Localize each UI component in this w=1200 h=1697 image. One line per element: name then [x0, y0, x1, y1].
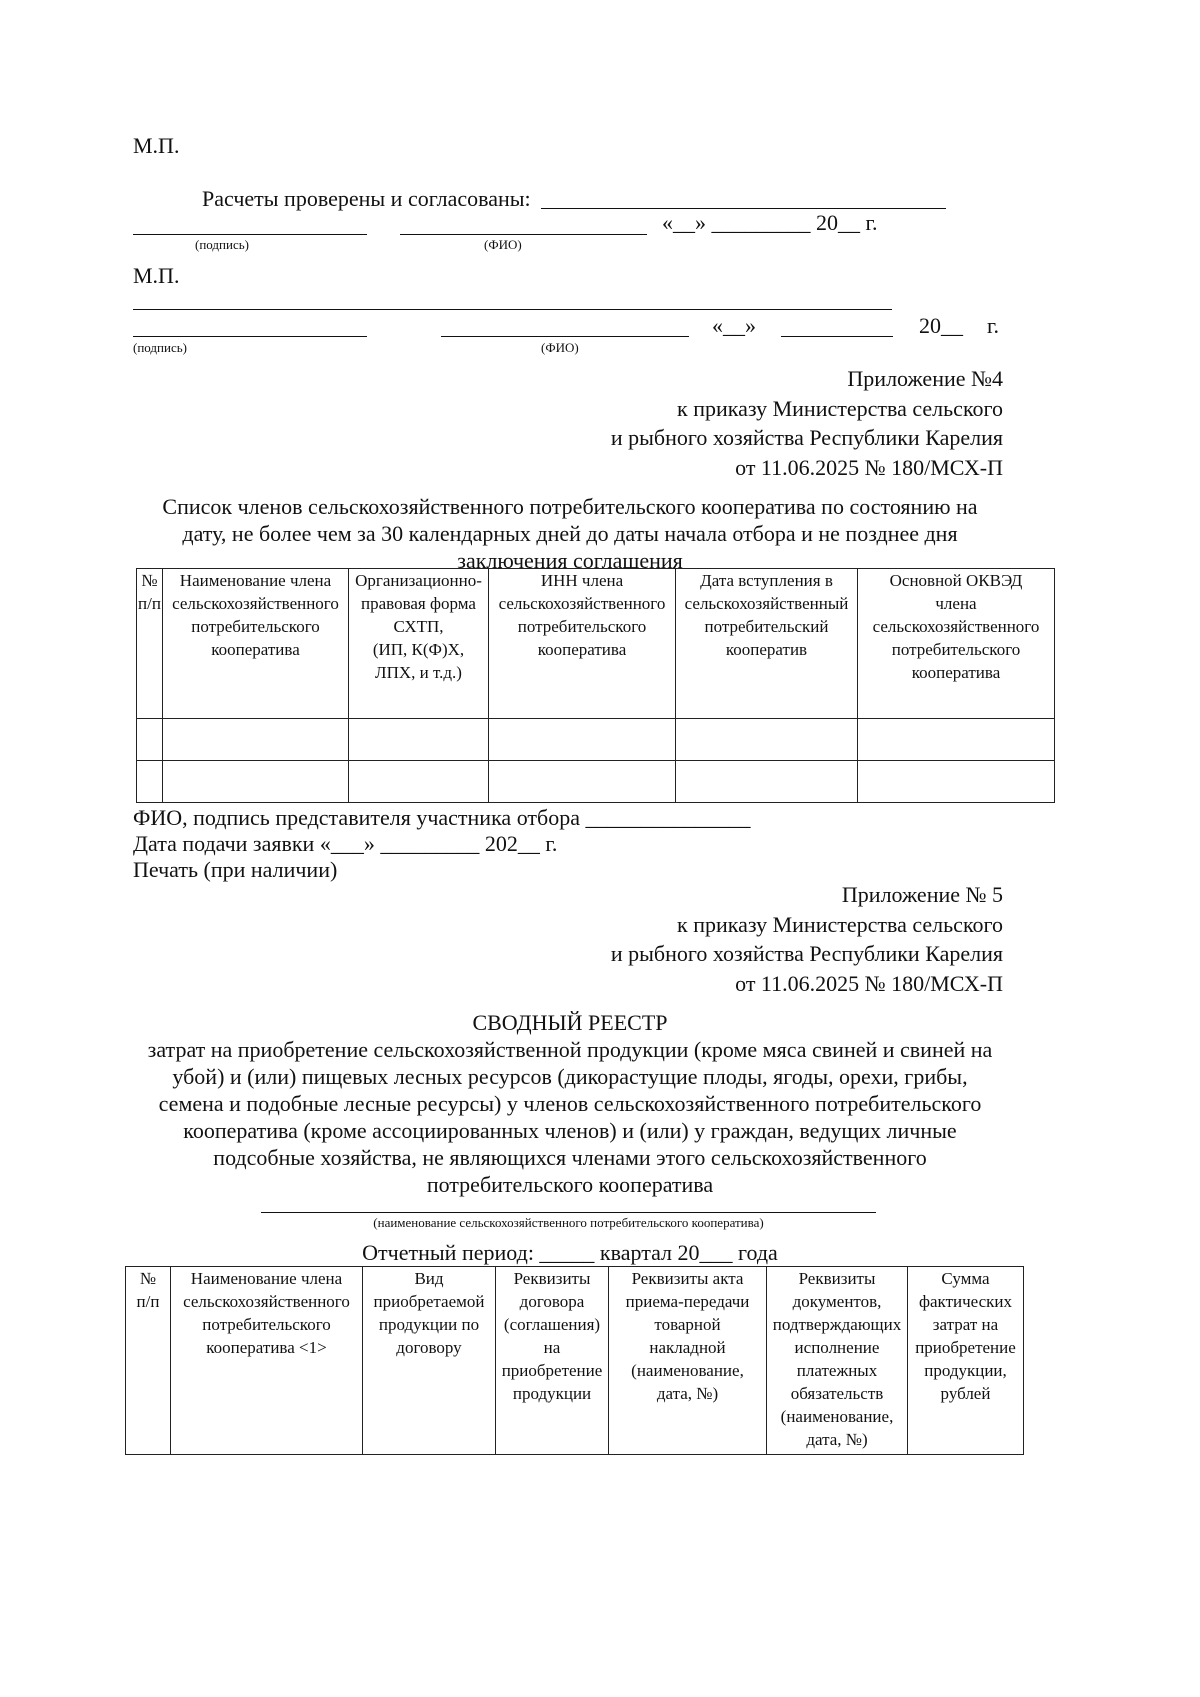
caption-signature-2: (подпись): [133, 340, 187, 355]
month-line-2: [781, 336, 893, 337]
appendix4-line: Приложение №4: [847, 366, 1003, 391]
appendix5-line: Приложение № 5: [841, 882, 1003, 907]
members-col-inn: ИНН члена сельскохозяйственного потребительского кооператива: [489, 569, 676, 719]
appendix4-line: от 11.06.2025 № 180/МСХ-П: [735, 454, 1003, 480]
caption-fio-2: (ФИО): [541, 340, 579, 355]
date-quotes-2: «__»: [712, 313, 756, 338]
members-col-legal-form: Организационно- правовая форма СХТП, (ИП, К(Ф)Х, ЛПХ, и т.д.): [349, 569, 489, 719]
signature-line-1: [133, 234, 367, 235]
appendix5-subtitle: [70, 1036, 1070, 1198]
year-2: 20__: [919, 313, 963, 338]
appendix5-line: к приказу Министерства сельского: [677, 911, 1003, 937]
registry-col-number: № п/п: [126, 1267, 171, 1455]
representative-signature: ФИО, подпись представителя участника отбора _______________: [133, 805, 751, 830]
mp-label-1: М.П.: [133, 133, 180, 158]
appendix5-title: СВОДНЫЙ РЕЕСТР: [472, 1010, 668, 1035]
appendix4-title-line: заключения соглашения: [457, 548, 683, 573]
appendix5-subtitle-line: затрат на приобретение сельскохозяйственной продукции (кроме мяса свиней и свиней на: [147, 1037, 993, 1062]
mp-label-2: М.П.: [133, 263, 180, 288]
appendix5-subtitle-line: кооператива (кроме ассоциированных членов) и (или) у граждан, ведущих личные: [183, 1118, 957, 1143]
cooperative-name-line: [261, 1212, 876, 1213]
fio-line-2: [441, 336, 689, 337]
members-table-header-row: [137, 569, 1055, 719]
submission-date: Дата подачи заявки «___» _________ 202__ г.: [133, 831, 558, 856]
registry-col-member-name: Наименование члена сельскохозяйственного потребительского кооператива <1>: [171, 1267, 363, 1455]
date-line-1: «__» _________ 20__ г.: [662, 210, 878, 235]
appendix5-subtitle-line: семена и подобные лесные ресурсы) у членов сельскохозяйственного потребительского: [158, 1091, 982, 1116]
long-line: [133, 309, 892, 310]
appendix5-subtitle-line: убой) и (или) пищевых лесных ресурсов (дикорастущие плоды, ягоды, орехи, грибы,: [172, 1064, 968, 1089]
caption-fio-1: (ФИО): [484, 237, 522, 252]
members-col-number: № п/п: [137, 569, 163, 719]
appendix4-title: [120, 493, 1020, 574]
seal-label: Печать (при наличии): [133, 857, 338, 882]
appendix4-header: [611, 364, 1003, 482]
registry-col-payment-docs: Реквизиты документов, подтверждающих исполнение платежных обязательств (наименование, дата, №): [767, 1267, 908, 1455]
cooperative-name-caption: (наименование сельскохозяйственного потребительского кооператива): [373, 1215, 764, 1230]
fio-line-1: [400, 234, 647, 235]
members-col-name: Наименование члена сельскохозяйственного потребительского кооператива: [163, 569, 349, 719]
appendix4-title-line: Список членов сельскохозяйственного потребительского кооператива по состоянию на: [162, 494, 978, 519]
reporting-period: Отчетный период: _____ квартал 20___ года: [362, 1240, 778, 1265]
registry-col-product-type: Вид приобретаемой продукции по договору: [363, 1267, 496, 1455]
members-table: [136, 568, 1055, 803]
registry-col-contract: Реквизиты договора (соглашения) на приобретение продукции: [496, 1267, 609, 1455]
registry-table-header-row: [126, 1267, 1024, 1455]
appendix5-subtitle-line: подсобные хозяйства, не являющихся членами этого сельскохозяйственного: [213, 1145, 927, 1170]
appendix4-line: и рыбного хозяйства Республики Карелия: [610, 425, 1003, 450]
table-row: [137, 719, 1055, 761]
signature-line-2: [133, 336, 367, 337]
registry-col-total-cost: Сумма фактических затрат на приобретение продукции, рублей: [908, 1267, 1024, 1455]
caption-signature-1: (подпись): [195, 237, 249, 252]
registry-col-transfer-act: Реквизиты акта приема-передачи товарной накладной (наименование, дата, №): [609, 1267, 767, 1455]
year-suffix-2: г.: [987, 313, 1000, 338]
appendix4-title-line: дату, не более чем за 30 календарных дней до даты начала отбора и не позднее дня: [182, 521, 958, 546]
members-col-okved: Основной ОКВЭД члена сельскохозяйственного потребительского кооператива: [858, 569, 1055, 719]
appendix5-subtitle-line: потребительского кооператива: [426, 1172, 714, 1197]
appendix5-line: и рыбного хозяйства Республики Карелия: [610, 941, 1003, 966]
checked-signature-line: [541, 208, 946, 209]
appendix4-line: к приказу Министерства сельского: [677, 395, 1003, 421]
table-row: [137, 761, 1055, 803]
appendix5-header: [611, 880, 1003, 998]
members-col-join-date: Дата вступления в сельскохозяйственный потребительский кооператив: [676, 569, 858, 719]
appendix5-line: от 11.06.2025 № 180/МСХ-П: [735, 970, 1003, 996]
checked-label: Расчеты проверены и согласованы:: [202, 186, 531, 211]
registry-table: [125, 1266, 1024, 1455]
